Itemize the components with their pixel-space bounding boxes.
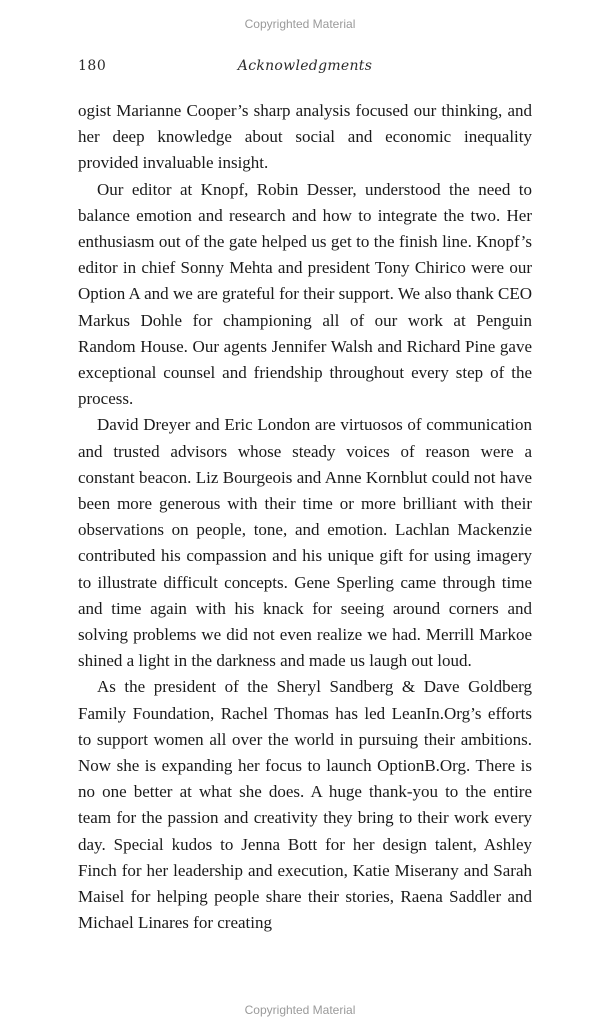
copyright-watermark-bottom: Copyrighted Material bbox=[244, 1003, 356, 1017]
paragraph-continued: ogist Marianne Cooper’s sharp analysis focused our thinking, and her deep knowledge about social and economic inequality provided invaluable insight. bbox=[78, 101, 532, 173]
page-number: 180 bbox=[78, 58, 107, 74]
paragraph: David Dreyer and Eric London are virtuosos of communication and trusted advisors whose steady voices of reason were a constant beacon. Liz Bourgeois and Anne Kornblut could not have been more generous with their time or more brilliant with their observations on people, tone, and emotion. Lachlan Mackenzie contributed his compassion and his unique gift for using imagery to illustrate difficult concepts. Gene Sperling came through time and time again with his knack for seeing around corners and solving problems we did not even realize we had. Merrill Markoe shined a light in the darkness and made us laugh out loud. bbox=[78, 415, 532, 671]
paragraph: As the president of the Sheryl Sandberg & Dave Goldberg Family Foundation, Rachel Thomas has led LeanIn.Org’s efforts to support women all over the world in pursuing their ambitions. Now she is expanding her focus to launch OptionB.Org. There is no one better at what she does. A huge thank-you to the entire team for the passion and creativity they bring to their work every day. Special kudos to Jenna Bott for her design talent, Ashley Finch for her leadership and execution, Katie Miserany and Sarah Maisel for helping people share their stories, Raena Saddler and Michael Linares for creating bbox=[78, 677, 532, 933]
copyright-watermark-top: Copyrighted Material bbox=[244, 17, 356, 31]
paragraph: Our editor at Knopf, Robin Desser, understood the need to balance emotion and research and how to integrate the two. Her enthusiasm out of the gate helped us get to the finish line. Knopf’s editor in chief Sonny Mehta and president Tony Chirico were our Option A and we are grateful for their support. We also thank CEO Markus Dohle for championing all of our work at Penguin Random House. Our agents Jennifer Walsh and Richard Pine gave exceptional counsel and friendship throughout every step of the process. bbox=[78, 179, 532, 409]
body-text bbox=[78, 98, 532, 937]
running-head: Acknowledgments bbox=[237, 58, 373, 74]
page-header bbox=[78, 58, 532, 80]
